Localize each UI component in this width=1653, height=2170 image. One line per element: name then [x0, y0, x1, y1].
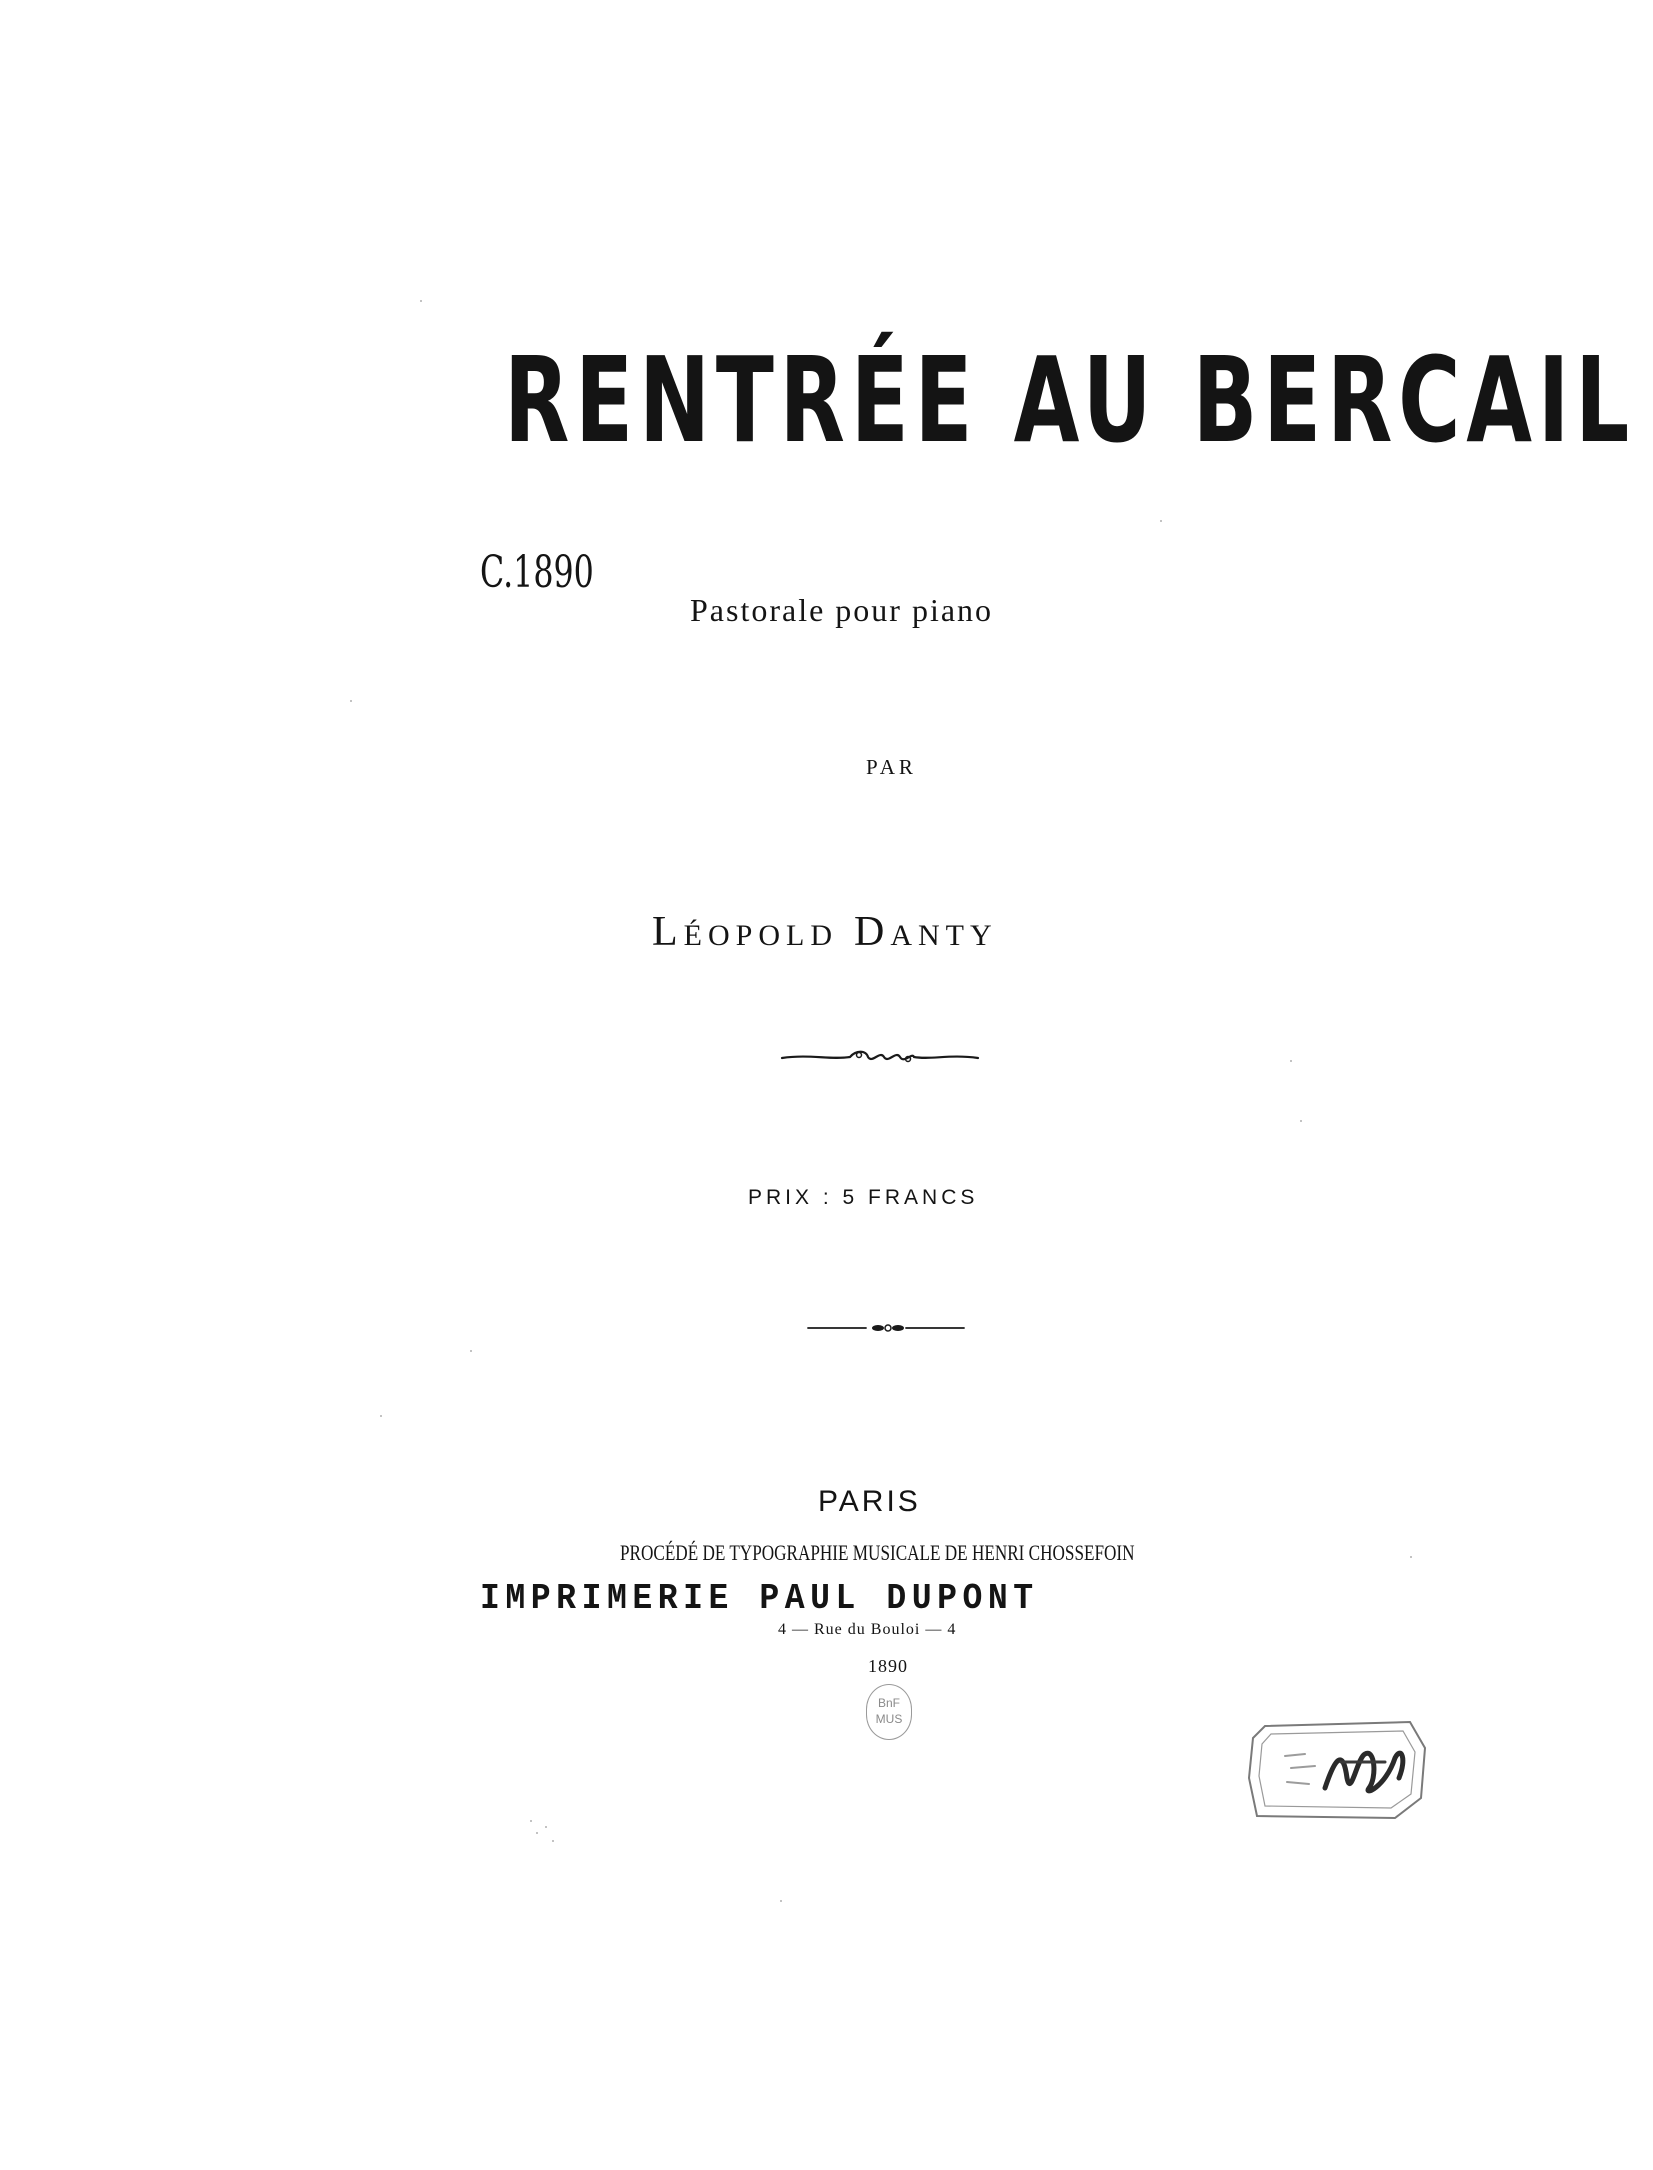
scan-speck [1160, 520, 1162, 522]
scan-speck [552, 1840, 554, 1842]
scan-speck [1300, 1120, 1302, 1122]
flourish-ornament-icon [780, 1042, 980, 1072]
par-label: PAR [866, 755, 917, 779]
scan-speck [380, 1415, 382, 1417]
composer-last-initial: D [854, 909, 891, 955]
imprint-process-line: PROCÉDÉ DE TYPOGRAPHIE MUSICALE DE HENRI CHOSSEFOIN [620, 1540, 1135, 1565]
scan-speck [530, 1820, 532, 1822]
imprint-year: 1890 [868, 1656, 908, 1676]
imprint-city: PARIS [818, 1485, 921, 1518]
scan-speck [420, 300, 422, 302]
library-stamp-icon [866, 1684, 912, 1740]
composer-first-initial: L [652, 909, 684, 955]
main-title: RENTRÉE AU BERCAIL [503, 331, 1636, 469]
shelfmark-annotation: C.1890 [480, 547, 594, 598]
composer-first-rest: ÉOPOLD [683, 919, 838, 952]
scan-speck [1290, 1060, 1292, 1062]
price-label: PRIX : 5 FRANCS [748, 1186, 979, 1209]
library-stamp-line2: MUS [875, 1712, 903, 1726]
scan-speck [780, 1900, 782, 1902]
subtitle: Pastorale pour piano [690, 592, 994, 628]
scan-speck [545, 1826, 547, 1828]
imprint-printer: IMPRIMERIE PAUL DUPONT [480, 1578, 1039, 1619]
library-stamp-line1: BnF [877, 1696, 900, 1710]
composer-name [652, 906, 998, 962]
scan-speck [470, 1350, 472, 1352]
scan-speck [1410, 1556, 1412, 1558]
imprint-address: 4 — Rue du Bouloi — 4 [778, 1621, 957, 1638]
rule-ornament-icon [806, 1318, 966, 1338]
scan-speck [536, 1832, 538, 1834]
scan-speck [350, 700, 352, 702]
composer-last-rest: ANTY [890, 919, 998, 952]
legal-deposit-stamp-icon [1245, 1718, 1430, 1823]
